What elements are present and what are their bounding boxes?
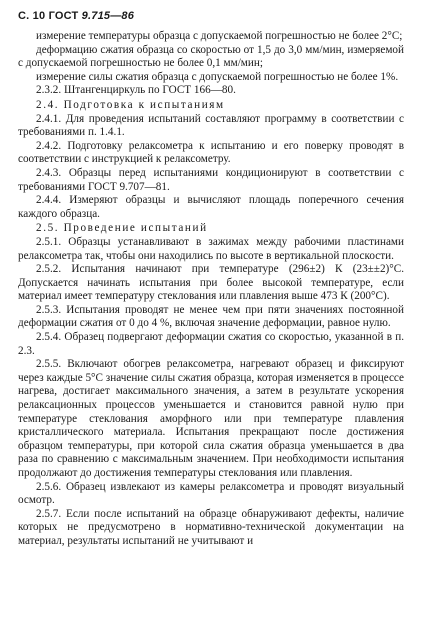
paragraph-2-5-2: 2.5.2. Испытания начинают при температуре (296±2) К (23±±2)°С. Допускается начинать испытания при более высокой температуре, если материал имеет температуру стеклования или плавления выше 473 К (200°С). (18, 263, 404, 303)
paragraph-2-5-4: 2.5.4. Образец подвергают деформации сжатия со скоростью, указанной в п. 2.3. (18, 331, 404, 357)
paragraph-temperature: измерение температуры образца с допускаемой погрешностью не более 2°С; (36, 30, 403, 42)
section-heading-2-5: 2.5. Проведение испытаний (36, 222, 208, 235)
paragraph-2-5-5: 2.5.5. Включают обогрев релаксометра, нагревают образец и фиксируют через каждые 5°С значение силы сжатия образца, которая изменяется в процессе нагрева, достигает максимального значения, а затем в результате ускорения релаксационных процессов уменьшается и становится равной нулю при температуре стеклования аморфного или при температуре плавления кристаллического материала. Испытания прекращают после достижения образцом температуры, при которой сила сжатия образца уменьшается в два раза по сравнению с максимальным значением. При необходимости испытания продолжают до достижения температуры стеклования или плавления. (18, 358, 404, 479)
paragraph-2-4-2: 2.4.2. Подготовку релаксометра к испытанию и его поверку проводят в соответствии с инструкцией к релаксометру. (18, 139, 404, 166)
paragraph-2-3-2: 2.3.2. Штангенциркуль по ГОСТ 166—80. (36, 84, 236, 97)
paragraph-2-5-1: 2.5.1. Образцы устанавливают в зажимах между рабочими пластинами релаксометра так, чтобы они находились по высоте в вертикальной плоскости. (18, 235, 404, 262)
standard-number: 9.715—86 (81, 10, 135, 22)
paragraph-force: измерение силы сжатия образца с допускаемой погрешностью не более 1%. (36, 70, 399, 83)
paragraph-2-5-6: 2.5.6. Образец извлекают из камеры релаксометра и проводят визуальный осмотр. (18, 480, 404, 507)
paragraph-deformation: деформацию сжатия образца со скоростью от 1,5 до 3,0 мм/мин, измеряемой с допускаемой погрешностью не более 0,1 мм/мин; (18, 43, 404, 70)
paragraph-2-5-7: 2.5.7. Если после испытаний на образце обнаруживают дефекты, наличие которых не предусмотрено в нормативно-технической документации на материал, результаты испытаний не учитывают и (18, 507, 404, 547)
paragraph-2-4-3: 2.4.3. Образцы перед испытаниями кондиционируют в соответствии с требованиями ГОСТ 9.707—81. (18, 166, 404, 193)
standard-label: ГОСТ (48, 10, 79, 22)
paragraph-2-4-1: 2.4.1. Для проведения испытаний составляют программу в соответствии с требованиями п. 1.4.1. (18, 112, 404, 139)
section-heading-2-4: 2.4. Подготовка к испытаниям (36, 98, 225, 111)
paragraph-2-5-3: 2.5.3. Испытания проводят не менее чем при пяти значениях постоянной деформации сжатия от 0 до 4 %, включая значение деформации, равное нулю. (18, 303, 404, 330)
page-header (18, 10, 404, 23)
page-number: С. 10 (18, 10, 46, 22)
paragraph-2-4-4: 2.4.4. Измеряют образцы и вычисляют площадь поперечного сечения каждого образца. (18, 194, 404, 220)
